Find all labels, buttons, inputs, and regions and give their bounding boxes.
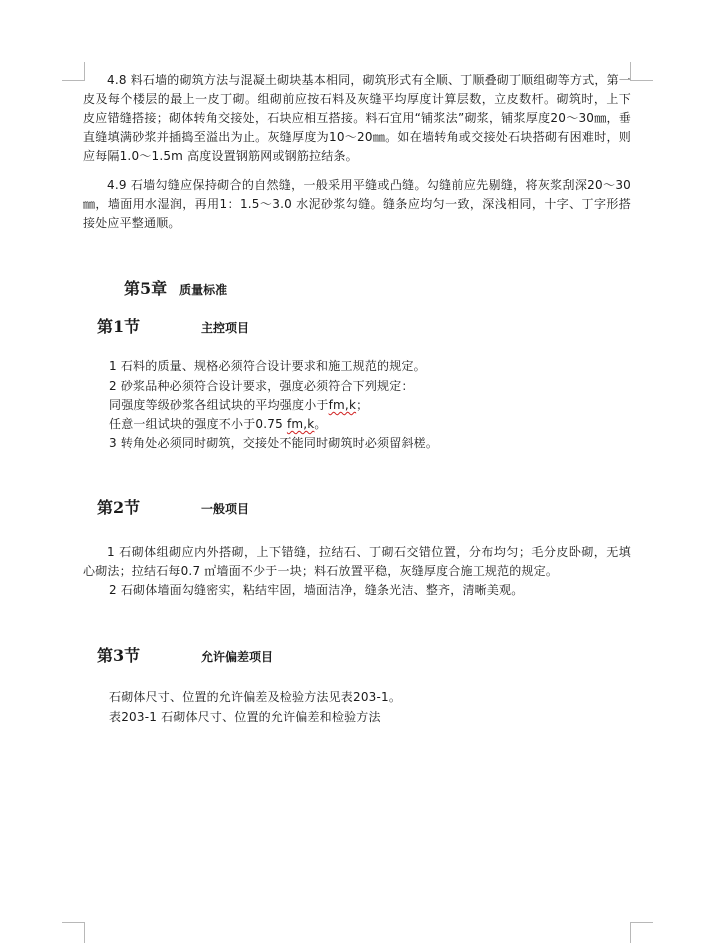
- section-3-line-1: 石砌体尺寸、位置的允许偏差及检验方法见表203-1。: [109, 690, 402, 704]
- crop-mark-top-left: [62, 62, 85, 81]
- crop-mark-top-right: [630, 62, 653, 81]
- section-1-item-2a: 同强度等级砂浆各组试块的平均强度小于fm,k；: [109, 398, 369, 412]
- section-1-item-1: 1 石料的质量、规格必须符合设计要求和施工规范的规定。: [109, 359, 426, 373]
- section-2-item-2: 2 石砌体墙面勾缝密实，粘结牢固，墙面洁净，缝条光洁、整齐，清晰美观。: [109, 583, 524, 597]
- section-3-heading: [97, 643, 273, 666]
- section-1-title: 主控项目: [201, 321, 250, 335]
- section-3-number: 第3节: [97, 646, 141, 665]
- paragraph-4-9: 4.9 石墙勾缝应保持砌合的自然缝，一般采用平缝或凸缝。勾缝前应先剔缝，将灰浆刮深20～30㎜，墙面用水湿润，再用1：1.5～3.0 水泥砂浆勾缝。缝条应均匀一致，深浅相同，十字、丁字形搭接处应平整通顺。: [83, 178, 631, 230]
- section-1-item-2: 2 砂浆品种必须符合设计要求，强度必须符合下列规定：: [109, 379, 414, 393]
- crop-mark-bottom-right: [630, 922, 653, 943]
- section-2-heading: [97, 495, 249, 518]
- document-page: [83, 0, 631, 942]
- section-2-number: 第2节: [97, 498, 141, 517]
- section-2-title: 一般项目: [201, 502, 250, 516]
- section-2-item-1: 1 石砌体组砌应内外搭砌，上下错缝，拉结石、丁砌石交错位置，分布均匀；毛分皮卧砌，无填心砌法；拉结石每0.7 ㎡墙面不少于一块；料石放置平稳，灰缝厚度合施工规范的规定。: [83, 545, 631, 578]
- section-1-heading: [97, 314, 249, 337]
- section-1-item-3: 3 转角处必须同时砌筑，交接处不能同时砌筑时必须留斜槎。: [109, 436, 439, 450]
- chapter-title: 质量标准: [179, 283, 228, 297]
- spellcheck-term: fm,k: [286, 417, 315, 431]
- paragraph-4-8: 4.8 料石墙的砌筑方法与混凝土砌块基本相同，砌筑形式有全顺、丁顺叠砌丁顺组砌等方式，第一皮及每个楼层的最上一皮丁砌。组砌前应按石料及灰缝平均厚度计算层数，立皮数杆。砌筑时，上下皮应错缝搭接；砌体转角交接处，石块应相互搭接。料石宜用“铺浆法”砌浆，铺浆厚度20～30㎜，垂直缝填满砂浆并插捣至溢出为止。灰缝厚度为10～20㎜。如在墙转角或交接处石块搭砌有困难时，则应每隔1.0～1.5m 高度设置钢筋网或钢筋拉结条。: [83, 73, 631, 163]
- crop-mark-bottom-left: [62, 922, 85, 943]
- section-1-item-2b: 任意一组试块的强度不小于0.75 fm,k。: [109, 417, 327, 431]
- spellcheck-term: fm,k: [328, 398, 357, 412]
- section-3-title: 允许偏差项目: [201, 650, 274, 664]
- chapter-heading: [124, 276, 227, 299]
- table-caption: 表203-1 石砌体尺寸、位置的允许偏差和检验方法: [109, 710, 381, 724]
- section-1-number: 第1节: [97, 317, 141, 336]
- chapter-number: 第5章: [124, 279, 168, 298]
